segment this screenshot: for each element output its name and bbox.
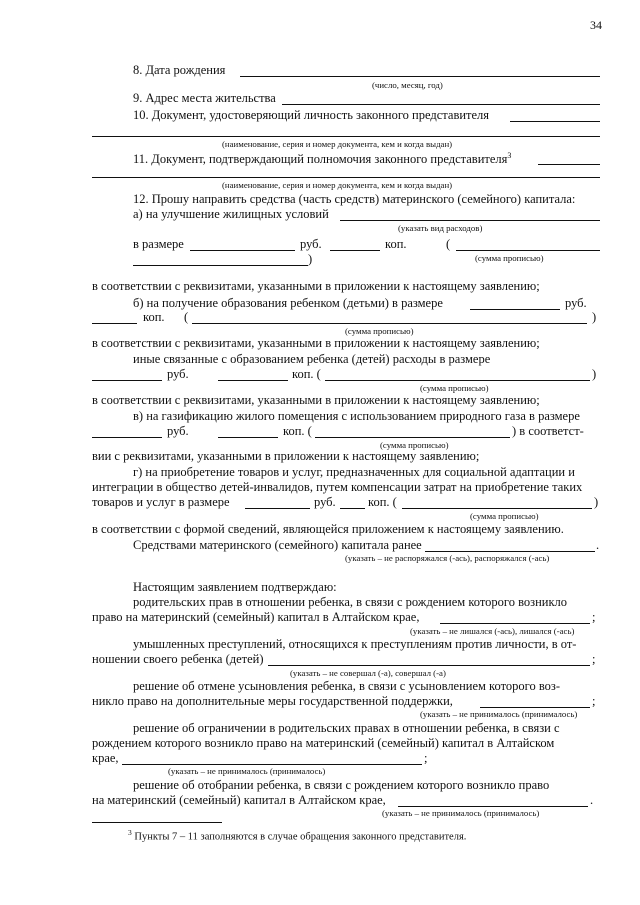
confirm-removal-line[interactable] [398,806,588,807]
confirm-parental-rights-2: право на материнский (семейный) капитал в Алтайском крае, [92,610,420,624]
confirm-adoption-1: решение об отмене усыновления ребенка, в связи с усыновлением которого воз- [133,679,560,693]
option-c-rub-line[interactable] [92,437,162,438]
confirm-adoption-line[interactable] [480,707,590,708]
item-12-heading: 12. Прошу направить средства (часть средств) материнского (семейного) капитала: [133,192,576,206]
option-d-label-2: интеграции в общество детей-инвалидов, путем компенсации затрат на приобретение таких [92,480,583,494]
option-a-words-hint: (сумма прописью) [475,253,544,263]
option-b-other-rub-line[interactable] [92,380,162,381]
confirm-adoption-2: никло право на дополнительные меры государственной поддержки, [92,694,453,708]
option-a-expense-line[interactable] [340,220,600,221]
confirm-parental-rights-hint: (указать – не лишался (-ась), лишался (-ась) [410,626,575,636]
option-b-kop-label: коп. [143,310,165,324]
confirm-restriction-1: решение об ограничении в родительских правах в отношении ребенка, в связи с [133,721,560,735]
option-b-other-requisites: в соответствии с реквизитами, указанными в приложении к настоящему заявлению; [92,393,540,407]
option-b-other-paren-close: ) [592,367,597,381]
previous-use-dot: . [596,538,600,552]
option-b-other-rub-label: руб. [167,367,189,381]
option-b-other-words-line[interactable] [325,380,590,381]
confirm-removal-1: решение об отобрании ребенка, в связи с рождением которого возникло право [133,778,550,792]
option-b-rub-label: руб. [565,296,587,310]
id-document-input-line-2[interactable] [92,136,600,137]
option-c-requisites: вии с реквизитами, указанными в приложении к настоящему заявлению; [92,449,480,463]
option-d-form-note: в соответствии с формой сведений, являющейся приложением к настоящему заявлению. [92,522,564,536]
option-b-paren-close: ) [592,310,597,324]
confirm-removal-end: . [590,793,594,807]
confirm-adoption-end: ; [592,694,596,708]
id-document-hint: (наименование, серия и номер документа, кем и когда выдан) [222,139,453,149]
authority-document-input-line-1[interactable] [538,164,600,165]
option-a-expense-hint: (указать вид расходов) [398,223,483,233]
option-b-kop-line[interactable] [92,323,137,324]
option-a-paren-close: ) [308,252,313,266]
option-d-rub-label: руб. [314,495,336,509]
option-b-label: б) на получение образования ребенком (детьми) в размере [133,296,443,310]
confirm-restriction-hint: (указать – не принималось (принималось) [168,766,326,776]
option-c-kop-label: коп. ( [283,424,312,438]
id-document-input-line-1[interactable] [510,121,600,122]
option-d-amount-label: товаров и услуг в размере [92,495,230,509]
confirm-removal-2: на материнский (семейный) капитал в Алтайском крае, [92,793,386,807]
option-c-kop-line[interactable] [218,437,278,438]
option-c-words-hint: (сумма прописью) [380,440,449,450]
option-b-paren-open: ( [184,310,189,324]
confirm-parental-rights-end: ; [592,610,596,624]
option-a-amount-label: в размере [133,237,184,251]
option-c-words-line[interactable] [315,437,510,438]
option-d-kop-label: коп. ( [368,495,397,509]
confirm-crimes-line[interactable] [268,665,590,666]
previous-use-hint: (указать – не распоряжался (-ась), распоряжался (-ась) [345,553,550,563]
option-c-rub-label: руб. [167,424,189,438]
option-d-rub-line[interactable] [245,508,310,509]
option-d-kop-line[interactable] [340,508,365,509]
birth-date-hint: (число, месяц, год) [372,80,443,90]
birth-date-input-line[interactable] [240,76,600,77]
option-c-label: в) на газификацию жилого помещения с использованием природного газа в размере [133,409,580,423]
footnote-ref: 3 [507,151,512,160]
option-d-words-line[interactable] [402,508,592,509]
confirm-heading: Настоящим заявлением подтверждаю: [133,580,337,594]
footnote-mark: 3 [128,828,132,837]
option-b-other-kop-line[interactable] [218,380,288,381]
option-c-paren-close: ) в соответст- [512,424,584,438]
confirm-restriction-line[interactable] [122,764,422,765]
confirm-parental-rights-1: родительских прав в отношении ребенка, в связи с рождением которого возникло [133,595,568,609]
field-authority-document-label: 11. Документ, подтверждающий полномочия законного представителя$^3$ [133,151,512,167]
option-b-requisites: в соответствии с реквизитами, указанными в приложении к настоящему заявлению; [92,336,540,350]
footnote-divider [92,822,222,823]
authority-document-hint: (наименование, серия и номер документа, кем и когда выдан) [222,180,453,190]
option-b-other-kop-label: коп. ( [292,367,321,381]
option-a-kop-label: коп. [385,237,407,251]
address-input-line[interactable] [282,104,600,105]
option-b-words-hint: (сумма прописью) [345,326,414,336]
option-d-paren-close: ) [594,495,599,509]
confirm-crimes-end: ; [592,652,596,666]
option-a-label: а) на улучшение жилищных условий [133,207,329,221]
option-b-words-line[interactable] [192,323,587,324]
option-a-paren-open: ( [446,237,451,251]
field-id-document-label: 10. Документ, удостоверяющий личность законного представителя [133,108,490,122]
confirm-restriction-end: ; [424,751,428,765]
previous-use-line[interactable] [425,551,595,552]
option-a-requisites: в соответствии с реквизитами, указанными в приложении к настоящему заявлению; [92,279,540,293]
confirm-crimes-2: ношении своего ребенка (детей) [92,652,264,666]
confirm-crimes-hint: (указать – не совершал (-а), совершал (-а) [290,668,446,678]
option-a-rub-label: руб. [300,237,322,251]
confirm-removal-hint: (указать – не принималось (принималось) [382,808,540,818]
option-b-other-words-hint: (сумма прописью) [420,383,489,393]
option-a-words-line-2[interactable] [133,265,308,266]
previous-use-label: Средствами материнского (семейного) капитала ранее [133,538,422,552]
option-d-label-1: г) на приобретение товаров и услуг, предназначенных для социальной адаптации и [133,465,575,479]
option-d-words-hint: (сумма прописью) [470,511,539,521]
footnote-text: Пункты 7 – 11 заполняются в случае обращения законного представителя. [134,831,467,843]
confirm-adoption-hint: (указать – не принималось (принималось) [420,709,578,719]
option-a-kop-line[interactable] [330,250,380,251]
page-number: 34 [590,18,602,32]
option-a-words-line-1[interactable] [456,250,600,251]
option-a-rub-line[interactable] [190,250,295,251]
confirm-crimes-1: умышленных преступлений, относящихся к преступлениям против личности, в от- [133,637,577,651]
field-address-label: 9. Адрес места жительства [133,91,276,105]
footnote [128,828,466,843]
option-b-rub-line[interactable] [470,309,560,310]
confirm-restriction-2: рождением которого возникло право на материнский (семейный) капитал в Алтайском [92,736,555,750]
authority-document-input-line-2[interactable] [92,177,600,178]
confirm-parental-rights-line[interactable] [440,623,590,624]
option-b-other-label: иные связанные с образованием ребенка (детей) расходы в размере [133,352,491,366]
confirm-restriction-3: крае, [92,751,119,765]
field-birth-date-label: 8. Дата рождения [133,63,226,77]
